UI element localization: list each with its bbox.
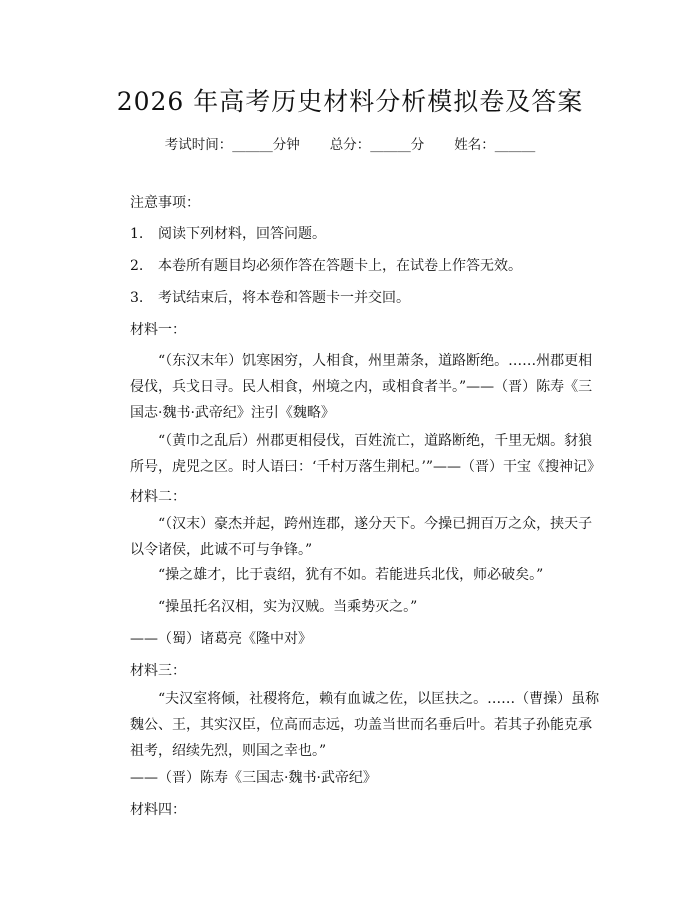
notice-text: 阅读下列材料，回答问题。: [158, 226, 326, 242]
notice-number: 3.: [130, 290, 144, 306]
material-3-heading: 材料三：: [130, 663, 186, 679]
page-title: 2026 年高考历史材料分析模拟卷及答案: [116, 87, 584, 116]
notice-item-2: [130, 253, 600, 279]
total-score-field: 总分：______分: [329, 137, 425, 153]
notice-number: 2.: [130, 258, 144, 274]
notice-item-3: [130, 285, 600, 311]
material-1-paragraph-1: “（东汉末年）饥寒困穷，人相食，州里萧条，道路断绝。……州郡更相侵伐，兵戈日寻。民人相食，州境之内，或相食者半。”——（晋）陈寿《三国志·魏书·武帝纪》注引《魏略》: [130, 353, 593, 421]
material-2-paragraph-2: “操之雄才，比于袁绍，犹有不如。若能进兵北伐，师必破矣。”: [158, 567, 544, 583]
material-4-heading: 材料四：: [130, 802, 186, 818]
exam-meta: [0, 133, 700, 153]
exam-time-field: 考试时间：______分钟: [164, 137, 300, 153]
material-1-paragraph-2: “（黄巾之乱后）州郡更相侵伐，百姓流亡，道路断绝，千里无烟。豺狼所号，虎兕之区。时人语曰：‘千村万落生荆杞。’”——（晋）干宝《搜神记》: [130, 433, 602, 475]
notice-heading: 注意事项：: [130, 195, 200, 211]
material-3-paragraph-1: “夫汉室将倾，社稷将危，赖有血诚之佐，以匡扶之。……（曹操）虽称魏公、王，其实汉臣，位高而志远，功盖当世而名垂后叶。若其子孙能克承祖考，绍续先烈，则国之幸也。”: [130, 691, 600, 759]
student-name-field: 姓名：______: [454, 137, 536, 153]
notice-item-1: [130, 221, 600, 247]
notice-text: 本卷所有题目均必须作答在答题卡上，在试卷上作答无效。: [158, 258, 522, 274]
notice-number: 1.: [130, 226, 144, 242]
material-3-source: ——（晋）陈寿《三国志·魏书·武帝纪》: [130, 770, 377, 786]
material-1-heading: 材料一：: [130, 322, 186, 338]
notice-text: 考试结束后，将本卷和答题卡一并交回。: [158, 290, 410, 306]
material-2-paragraph-3: “操虽托名汉相，实为汉贼。当乘势灭之。”: [158, 599, 418, 615]
material-2-source: ——（蜀）诸葛亮《隆中对》: [130, 631, 312, 647]
material-2-heading: 材料二：: [130, 489, 186, 505]
material-2-paragraph-1: “（汉末）豪杰并起，跨州连郡，遂分天下。今操已拥百万之众，挟天子以令诸侯，此诚不可与争锋。”: [130, 516, 593, 558]
